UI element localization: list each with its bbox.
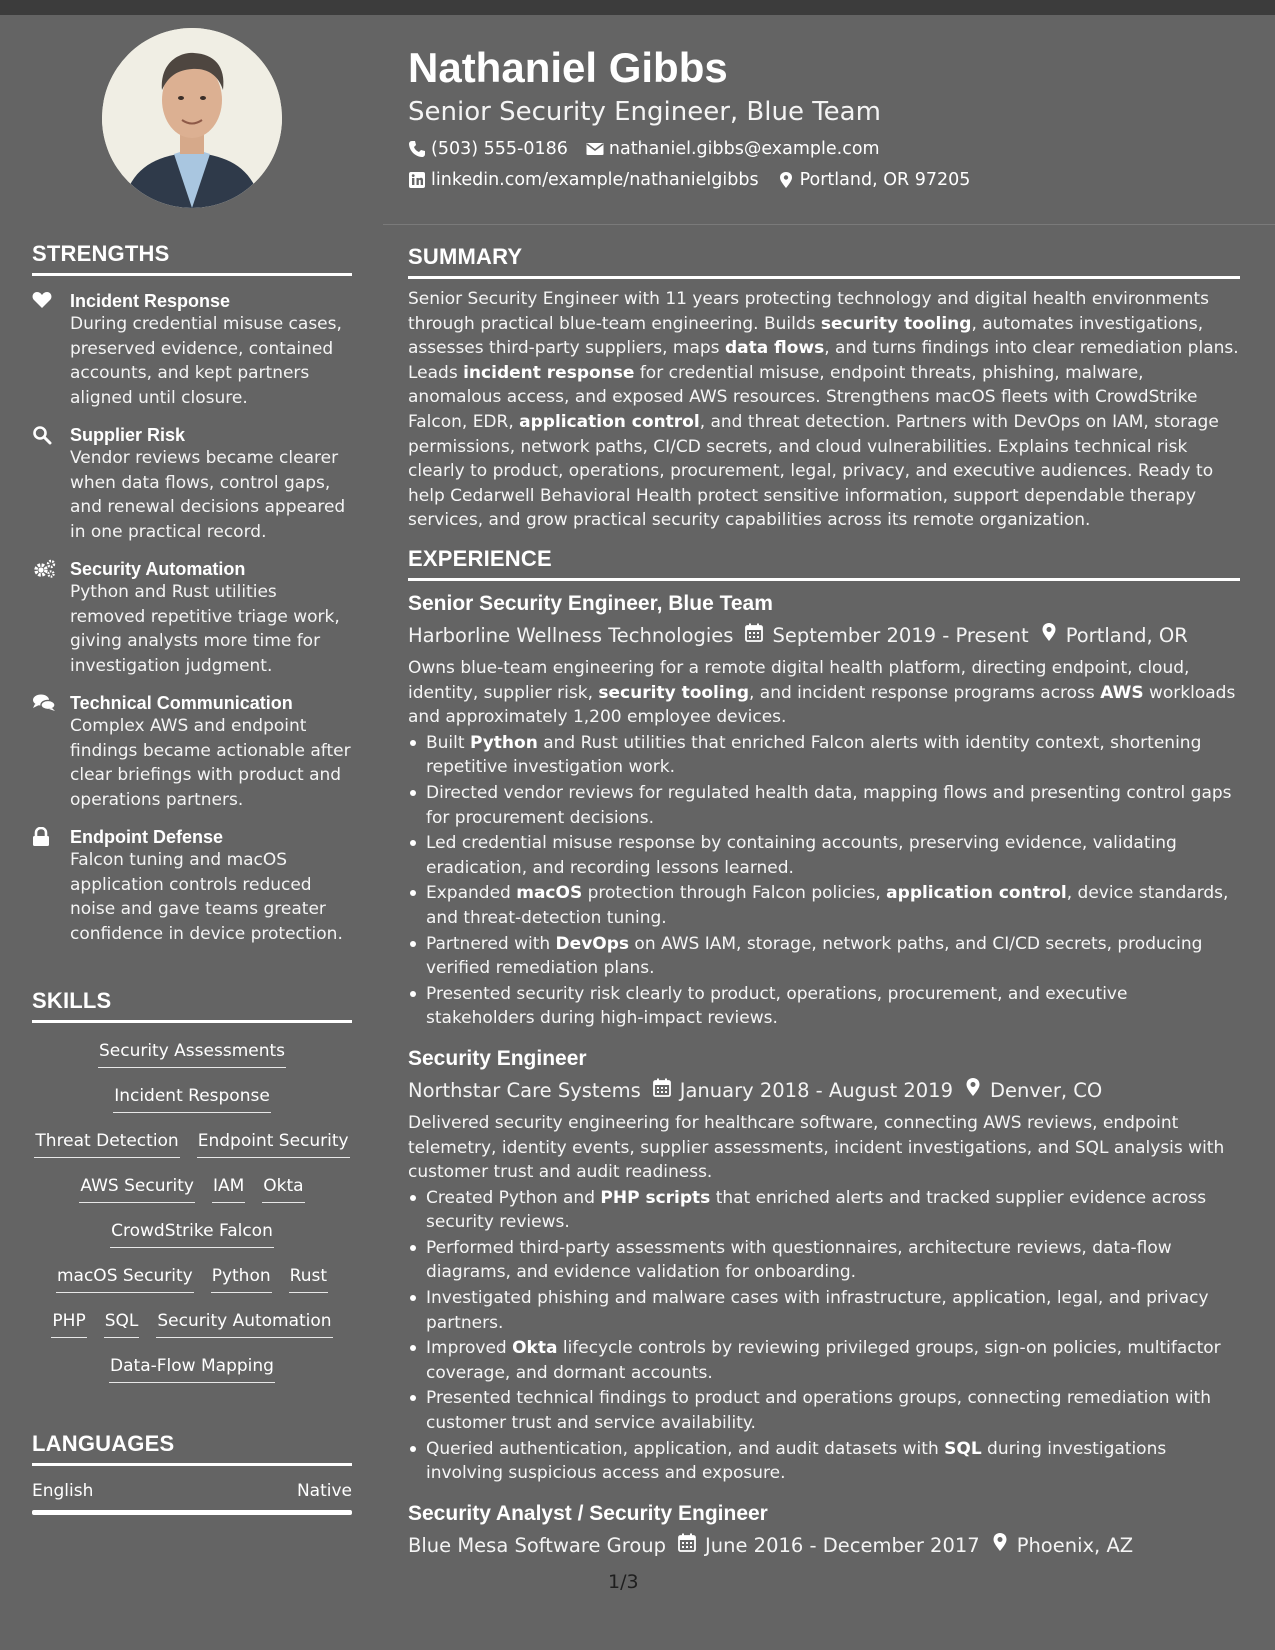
skill-chip: SQL: [104, 1309, 140, 1338]
achievement-item: [408, 1186, 1240, 1235]
text-run: Expanded: [426, 883, 517, 904]
skill-chip: Security Automation: [156, 1309, 332, 1338]
summary-text: [408, 287, 1240, 533]
company: [408, 621, 733, 651]
skill-chip: Python: [211, 1264, 272, 1293]
languages-section: [32, 1431, 352, 1515]
search-icon: [32, 425, 54, 445]
location-text: Denver, CO: [989, 1078, 1103, 1102]
strength-title: Incident Response: [70, 291, 231, 311]
candidate-name: Nathaniel Gibbs: [408, 44, 728, 91]
language-level-bar: [32, 1510, 352, 1515]
achievement-item: [408, 982, 1240, 1031]
strengths-title: STRENGTHS: [32, 241, 170, 266]
calendar-icon: [653, 1076, 671, 1106]
page-number: 1/3: [608, 1571, 639, 1593]
avatar: [102, 28, 282, 208]
bold-keyword: DevOps: [555, 933, 630, 954]
achievement-item: [408, 781, 1240, 830]
section-divider: [32, 1020, 352, 1023]
date-range: [678, 1531, 980, 1561]
chat-icon: [32, 693, 54, 713]
achievement-item: [408, 1386, 1240, 1435]
text-run: Performed third-party assessments with questionnaires, architecture reviews, data-flow diagrams, and evidence validation for onboarding.: [426, 1237, 1172, 1283]
bold-keyword: data flows: [724, 338, 825, 359]
skill-chips: [32, 1039, 352, 1399]
strength-item: [32, 826, 352, 946]
contact-row: [408, 168, 1240, 192]
achievement-item: [408, 731, 1240, 780]
text-run: , and threat detection. Partners with DevOps on IAM, storage permissions, network paths, CI/CD secrets, and cloud vulnerabilities. Explains technical risk clearly to product, operations, procurement, legal, privacy, and executive audiences. Ready to help Cedarwell Behavioral Health protect sensitive information, support dependable therapy services, and grow practical security capabilities across its remote organization.: [408, 411, 1219, 531]
skill-chip: AWS Security: [79, 1174, 195, 1203]
location-text: Portland, OR: [1065, 624, 1188, 647]
job-entry: [408, 1500, 1240, 1561]
text-run: on AWS IAM, storage, network paths, and CI/CD secrets, producing verified remediation plans.: [426, 933, 1203, 979]
email-contact: [586, 139, 880, 159]
job-location: [992, 1531, 1133, 1561]
text-run: and Rust utilities that enriched Falcon alerts with identity context, shortening repetitive investigation work.: [426, 732, 1202, 778]
text-run: Delivered security engineering for healthcare software, connecting AWS reviews, endpoint telemetry, identity events, supplier assessments, incident investigations, and SQL analysis with customer trust and audit readiness.: [408, 1112, 1225, 1183]
text-run: Investigated phishing and malware cases with infrastructure, application, legal, and privacy partners.: [426, 1288, 1209, 1333]
skill-chip: Rust: [289, 1264, 328, 1293]
linkedin-url[interactable]: linkedin.com/example/nathanielgibbs: [431, 170, 759, 190]
achievement-item: [408, 932, 1240, 981]
skill-row: [32, 1354, 352, 1399]
text-run: Presented technical findings to product and operations groups, connecting remediation with customer trust and service availability.: [426, 1388, 1211, 1434]
strength-item: [32, 424, 352, 544]
bold-keyword: PHP scripts: [600, 1187, 711, 1208]
text-run: Queried authentication, application, and audit datasets with: [426, 1438, 945, 1459]
job-meta: [408, 1531, 1240, 1561]
skill-chip: Data-Flow Mapping: [109, 1354, 275, 1383]
strength-title: Technical Communication: [70, 693, 293, 713]
job-title: Senior Security Engineer, Blue Team: [408, 592, 773, 615]
header-divider: [383, 224, 1275, 225]
bold-keyword: security tooling: [820, 313, 972, 334]
text-run: Owns blue-team engineering for a remote digital health platform, directing endpoint, cloud, identity, supplier risk,: [408, 658, 1190, 703]
text-run: for credential misuse, endpoint threats, phishing, malware, anomalous access, and exposed AWS resources. Strengthens macOS fleets with CrowdStrike Falcon, EDR,: [408, 362, 1198, 432]
calendar-icon: [745, 621, 763, 651]
language-row: [32, 1481, 352, 1501]
text-run: Presented security risk clearly to product, operations, procurement, and executive stakeholders during high-impact reviews.: [426, 983, 1128, 1029]
location-text: Phoenix, AZ: [1016, 1533, 1134, 1557]
company: [408, 1531, 666, 1561]
skill-chip: Incident Response: [113, 1084, 271, 1113]
achievement-item: [408, 1437, 1240, 1486]
text-run: protection through Falcon policies,: [582, 883, 887, 904]
achievement-item: [408, 1336, 1240, 1385]
text-run: Improved: [426, 1338, 513, 1359]
skills-title: SKILLS: [32, 988, 112, 1013]
job-entry: [408, 590, 1240, 1031]
text-run: , device standards, and threat-detection tuning.: [426, 883, 1229, 928]
contact-row: [408, 137, 1240, 161]
bold-keyword: application control: [519, 411, 700, 432]
skill-row: [32, 1129, 352, 1174]
strength-title: Security Automation: [70, 559, 246, 579]
skill-chip: CrowdStrike Falcon: [110, 1219, 274, 1248]
text-run: Created Python and: [426, 1187, 601, 1208]
calendar-icon: [678, 1531, 696, 1561]
achievement-item: [408, 1236, 1240, 1285]
text-run: during investigations involving suspicious access and exposure.: [426, 1438, 1167, 1484]
linkedin-icon: [408, 171, 426, 189]
location-contact: [777, 170, 971, 190]
bold-keyword: incident response: [463, 362, 635, 383]
bold-keyword: Python: [469, 732, 538, 753]
job-meta: [408, 621, 1240, 651]
strength-description: During credential misuse cases, preserved evidence, contained accounts, and kept partners aligned until closure.: [70, 314, 342, 408]
text-run: Partnered with: [426, 933, 556, 954]
job-title: Security Analyst / Security Engineer: [408, 1501, 768, 1525]
job-location: [1041, 621, 1188, 651]
skills-section: [32, 988, 352, 1399]
strength-description: Vendor reviews became clearer when data flows, control gaps, and renewal decisions appeared in one practical record.: [70, 448, 346, 542]
envelope-icon: [586, 140, 604, 158]
lock-icon: [32, 827, 54, 847]
strength-title: Supplier Risk: [70, 425, 186, 445]
bold-keyword: macOS: [516, 883, 583, 904]
skill-chip: macOS Security: [56, 1264, 194, 1293]
text-run: Senior Security Engineer with 11 years protecting technology and digital health environments through practical blue-team engineering. Builds: [408, 289, 1209, 334]
job-meta: [408, 1076, 1240, 1106]
strength-description: Python and Rust utilities removed repetitive triage work, giving analysts more time for investigation judgment.: [70, 582, 340, 676]
map-pin-icon: [777, 171, 795, 189]
strength-item: [32, 558, 352, 678]
section-divider: [408, 276, 1240, 279]
strengths-section: [32, 241, 352, 946]
skill-chip: IAM: [212, 1174, 245, 1203]
text-run: Directed vendor reviews for regulated health data, mapping flows and presenting control gaps for procurement decisions.: [426, 782, 1232, 828]
strength-description: Falcon tuning and macOS application controls reduced noise and gave teams greater confidence in device protection.: [70, 850, 343, 944]
job-description: [408, 1111, 1240, 1185]
gears-icon: [32, 559, 54, 579]
map-pin-icon: [965, 1076, 981, 1106]
skill-row: [32, 1264, 352, 1309]
text-run: that enriched alerts and tracked supplier evidence across security reviews.: [426, 1187, 1207, 1233]
achievement-item: [408, 881, 1240, 930]
summary-title: SUMMARY: [408, 244, 523, 269]
experience-section: [408, 546, 1240, 1561]
job-list: [408, 590, 1240, 1561]
text-run: Built: [426, 732, 470, 753]
achievement-list: [408, 1186, 1240, 1486]
phone-icon: [408, 140, 426, 158]
job-description: [408, 656, 1240, 730]
strength-item: [32, 692, 352, 812]
bold-keyword: application control: [886, 883, 1067, 904]
location-text: Portland, OR 97205: [799, 170, 971, 190]
job-location: [965, 1076, 1102, 1106]
bold-keyword: AWS: [1100, 682, 1144, 703]
skill-chip: Threat Detection: [34, 1129, 179, 1158]
map-pin-icon: [1041, 621, 1057, 651]
strength-item: [32, 290, 352, 410]
strength-description: Complex AWS and endpoint findings became actionable after clear briefings with product and operations partners.: [70, 716, 351, 810]
section-divider: [32, 1463, 352, 1466]
header: [408, 40, 1240, 192]
heart-icon: [32, 291, 54, 311]
text-run: , and incident response programs across: [748, 682, 1101, 703]
languages-title: LANGUAGES: [32, 1431, 175, 1456]
skill-row: [32, 1084, 352, 1129]
company: [408, 1076, 641, 1106]
date-text: September 2019 - Present: [772, 624, 1029, 647]
language-level: Native: [296, 1481, 352, 1501]
achievement-list: [408, 731, 1240, 1031]
date-text: January 2018 - August 2019: [679, 1078, 953, 1102]
email-address[interactable]: nathaniel.gibbs@example.com: [608, 139, 880, 159]
skill-chip: Security Assessments: [98, 1039, 286, 1068]
date-range: [653, 1076, 953, 1106]
skill-row: [32, 1174, 352, 1219]
text-run: , and turns findings into clear remediation plans. Leads: [408, 338, 1239, 383]
job-entry: [408, 1045, 1240, 1486]
company-name: Northstar Care Systems: [408, 1078, 641, 1102]
language-name: English: [32, 1481, 94, 1501]
candidate-role: Senior Security Engineer, Blue Team: [408, 97, 881, 127]
job-title: Security Engineer: [408, 1046, 587, 1070]
bold-keyword: security tooling: [598, 682, 749, 703]
section-divider: [408, 578, 1240, 581]
bold-keyword: SQL: [944, 1438, 982, 1459]
bold-keyword: Okta: [512, 1338, 558, 1359]
phone-number: (503) 555-0186: [431, 139, 568, 159]
section-divider: [32, 273, 352, 276]
date-text: June 2016 - December 2017: [705, 1533, 980, 1557]
text-run: lifecycle controls by reviewing privileged groups, sign-on policies, multifactor coverage, and dormant accounts.: [426, 1338, 1221, 1383]
skill-chip: Endpoint Security: [197, 1129, 350, 1158]
skill-row: [32, 1219, 352, 1264]
company-name: Blue Mesa Software Group: [408, 1533, 667, 1557]
top-bar: [0, 0, 1275, 15]
text-run: Led credential misuse response by containing accounts, preserving evidence, validating eradication, and recording lessons learned.: [426, 833, 1177, 878]
text-run: workloads and approximately 1,200 employee devices.: [408, 682, 1236, 728]
text-run: , automates investigations, assesses third-party suppliers, maps: [408, 313, 1204, 359]
company-name: Harborline Wellness Technologies: [408, 624, 734, 647]
skill-row: [32, 1039, 352, 1084]
phone-contact: [408, 139, 568, 159]
skill-row: [32, 1309, 352, 1354]
achievement-item: [408, 1286, 1240, 1335]
skill-chip: Okta: [262, 1174, 304, 1203]
map-pin-icon: [992, 1531, 1008, 1561]
skill-chip: PHP: [51, 1309, 86, 1338]
achievement-item: [408, 831, 1240, 880]
strength-title: Endpoint Defense: [70, 827, 224, 847]
date-range: [745, 621, 1028, 651]
linkedin-contact: [408, 170, 759, 190]
experience-title: EXPERIENCE: [408, 546, 552, 571]
summary-section: [408, 244, 1240, 533]
